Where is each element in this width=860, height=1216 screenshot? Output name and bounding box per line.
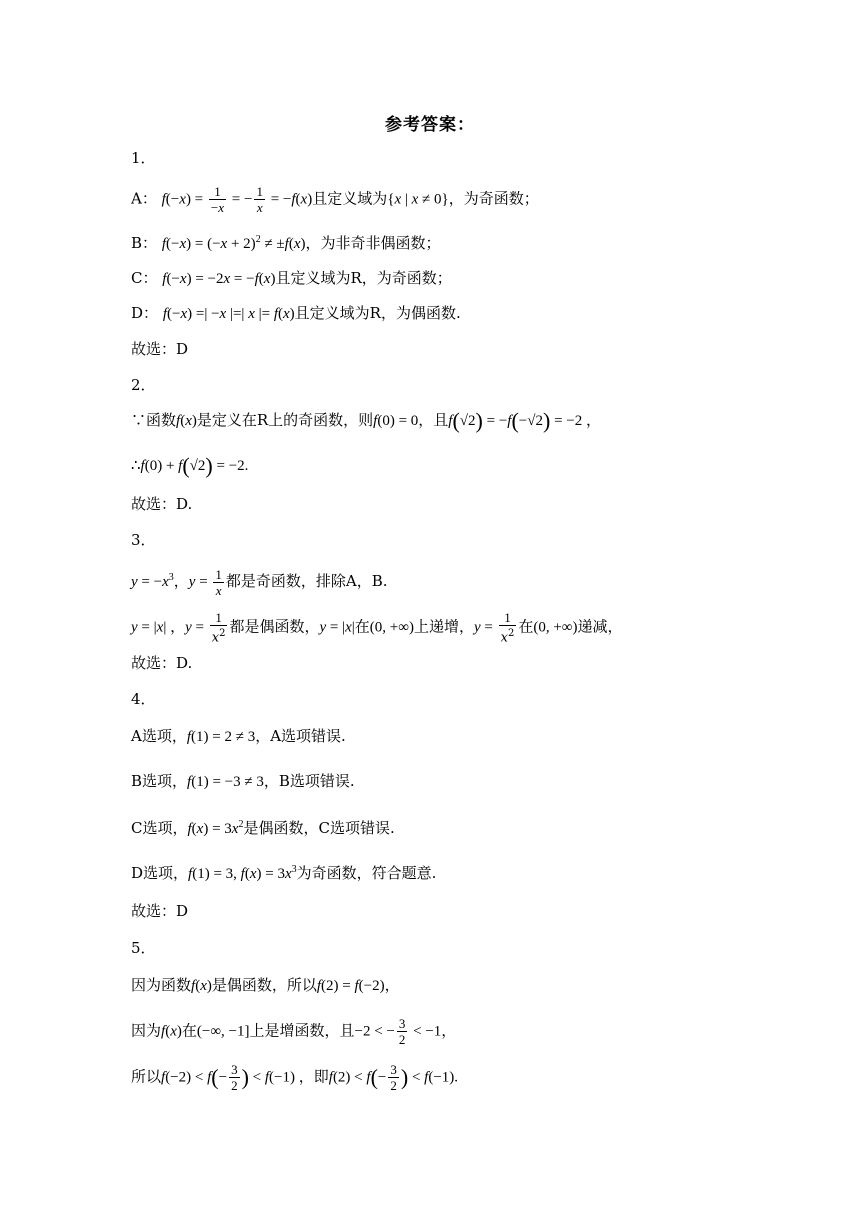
q2-line-1: ∵函数f(x)是定义在R上的奇函数，则f(0) = 0，且f(√2) = −f(−√2) = −2 ， <box>131 408 601 433</box>
q3-number: 3． <box>131 531 156 549</box>
q1-option-c: C： f(−x) = −2x = −f(x)且定义域为R，为奇函数； <box>131 269 452 287</box>
q1-option-d: D： f(−x) =| −x |=| x |= f(x)且定义域为R，为偶函数. <box>131 304 461 322</box>
q4-answer: 故选：D <box>131 902 189 920</box>
q5-line-2: 因为f(x)在(−∞, −1]上是增函数，且−2 < − $\frac{3}{2}$ < −1， <box>131 1016 457 1047</box>
q1-option-a: A： f(−x) = $\frac{1}{-x}$ = − $\frac{1}{x}$ = −f(x)且定义域为{x | x ≠ 0}，为奇函数； <box>131 184 539 215</box>
q4-option-d: D选项，f(1) = 3, $f(x) = 3x^3$为奇函数，符合题意. <box>131 864 437 882</box>
q4-option-c: C选项，$f(x) = 3x^2$是偶函数，C选项错误. <box>131 819 395 837</box>
q4-option-a: A选项，f(1) = 2 ≠ 3，A选项错误. <box>131 727 346 745</box>
q2-number: 2． <box>131 376 156 394</box>
page-title: 参考答案： <box>385 115 475 135</box>
q3-answer: 故选：D. <box>131 654 193 672</box>
q5-number: 5． <box>131 939 156 957</box>
q3-line-2: y = |x| ，y = $\frac{1}{x^2}$ 都是偶函数，y = |x|在(0, +∞)上递增，y = $\frac{1}{x^2}$ 在(0, +∞)递减， <box>131 610 623 646</box>
q4-option-b: B选项，f(1) = −3 ≠ 3，B选项错误. <box>131 772 355 790</box>
q2-answer: 故选：D. <box>131 495 193 513</box>
q2-line-2: ∴f(0) + f(√2) = −2. <box>131 453 249 478</box>
q4-number: 4． <box>131 690 156 708</box>
q5-line-1: 因为函数f(x)是偶函数，所以f(2) = f(−2)， <box>131 976 400 994</box>
q1-answer: 故选：D <box>131 340 189 358</box>
q3-line-1: $y = -x^3$，y = $\frac{1}{x}$ 都是奇函数，排除A，B. <box>131 566 388 598</box>
q1-number: 1． <box>131 149 156 167</box>
q1-option-b: B： $f(-x) = (-x + 2)^2 \ne \pm f(x)$，为非奇非偶函数； <box>131 234 441 252</box>
q5-line-3: 所以f(−2) < f(− $\frac{3}{2}$ ) < f(−1) ，即f(2) < f(− $\frac{3}{2}$ ) < f(−1). <box>131 1062 459 1093</box>
